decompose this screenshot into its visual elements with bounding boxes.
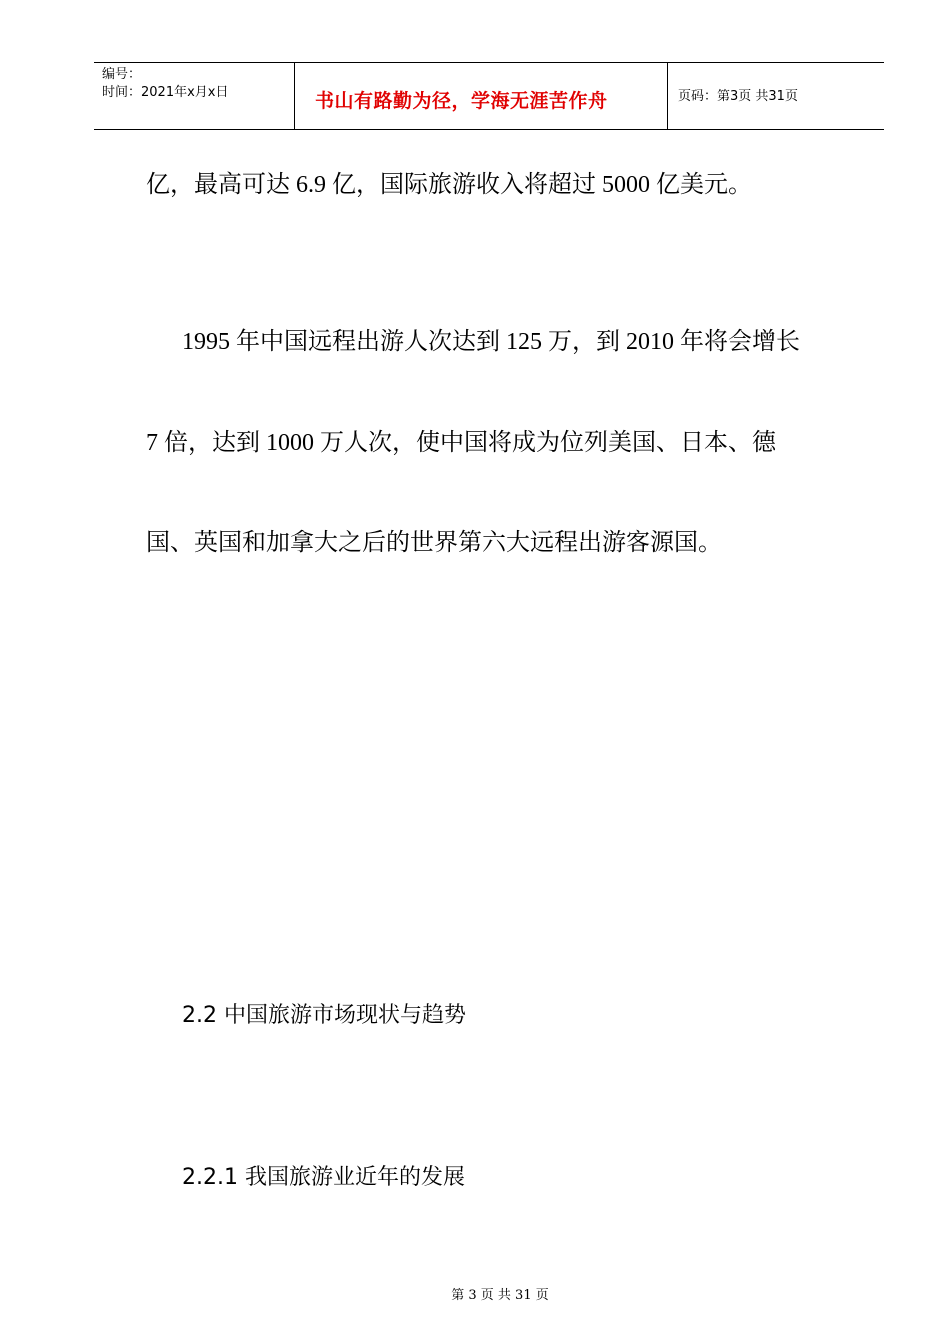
page-footer: 第 3 页 共 31 页 — [451, 1288, 549, 1303]
paragraph-line: 1995 年中国远程出游人次达到 125 万，到 2010 年将会增长 — [182, 329, 800, 355]
document-date-label: 时间：2021年x月x日 — [102, 85, 229, 100]
header-motto-cell — [295, 63, 668, 129]
header-page-info: 页码：第3页 共31页 — [678, 89, 798, 104]
paragraph-line: 亿，最高可达 6.9 亿，国际旅游收入将超过 5000 亿美元。 — [146, 172, 752, 198]
section-heading: 2.2 中国旅游市场现状与趋势 — [182, 1003, 466, 1028]
page-header — [94, 62, 884, 130]
header-page-cell — [668, 63, 884, 129]
subsection-heading: 2.2.1 我国旅游业近年的发展 — [182, 1165, 465, 1190]
header-meta-cell — [94, 63, 295, 129]
paragraph-line: 7 倍，达到 1000 万人次，使中国将成为位列美国、日本、德 — [146, 430, 776, 456]
header-motto: 书山有路勤为径，学海无涯苦作舟 — [315, 90, 608, 112]
paragraph-line: 国、英国和加拿大之后的世界第六大远程出游客源国。 — [146, 530, 722, 556]
document-number-label: 编号： — [102, 67, 142, 82]
